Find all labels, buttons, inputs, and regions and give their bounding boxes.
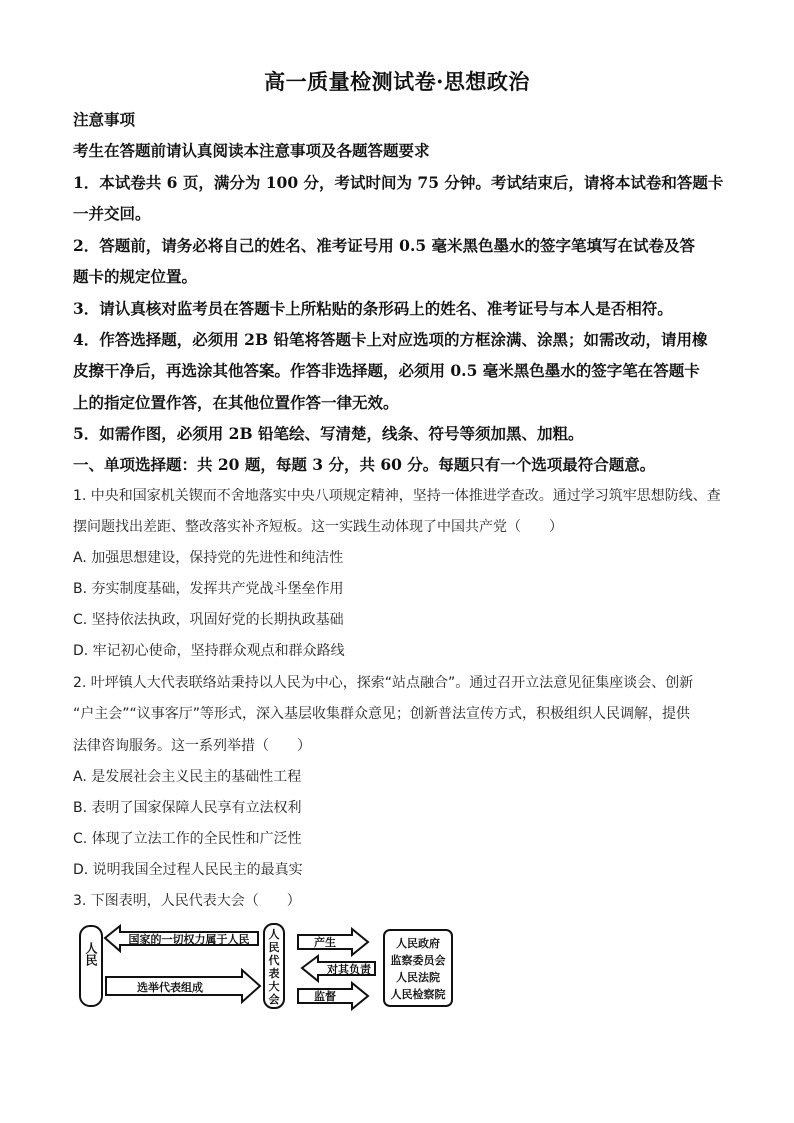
congress-char: 大 — [268, 980, 280, 993]
notice-line: 上的指定位置作答，在其他位置作答一律无效。 — [73, 393, 399, 412]
notice-intro: 考生在答题前请认真阅读本注意事项及各题答题要求 — [73, 141, 430, 160]
answer-option: B. 夯实制度基础，发挥共产党战斗堡垒作用 — [73, 581, 344, 597]
notice-line: 2．答题前，请务必将自己的姓名、准考证号用 0.5 毫米黑色墨水的签字笔填写在试卷及答 — [73, 236, 696, 255]
question-stem: “户主会”“议事客厅”等形式，深入基层收集群众意见；创新普法宣传方式，积极组织人民调解，提供 — [73, 706, 691, 722]
organ-label: 监察委员会 — [390, 954, 446, 967]
answer-option: D. 说明我国全过程人民民主的最真实 — [73, 862, 303, 878]
produce-label: 产生 — [314, 936, 336, 949]
notice-heading: 注意事项 — [73, 110, 136, 129]
answer-option: D. 牢记初心使命，坚持群众观点和群众路线 — [73, 643, 345, 659]
page-title: 高一质量检测试卷·思想政治 — [264, 69, 530, 94]
congress-char: 代 — [268, 954, 280, 967]
answer-option: C. 坚持依法执政，巩固好党的长期执政基础 — [73, 612, 344, 628]
organ-label: 人民检察院 — [390, 988, 446, 1001]
congress-char: 表 — [268, 967, 280, 980]
answer-option: A. 加强思想建设，保持党的先进性和纯洁性 — [73, 550, 344, 566]
section-heading: 一、单项选择题：共 20 题，每题 3 分，共 60 分。每题只有一个选项最符合题意。 — [73, 455, 656, 474]
notice-line: 一并交回。 — [73, 204, 151, 223]
question-stem: 摆问题找出差距、整改落实补齐短板。这一实践生动体现了中国共产党（ ） — [73, 519, 563, 535]
question-stem: 1. 中央和国家机关锲而不舍地落实中央八项规定精神，坚持一体推进学查改。通过学习筑牢思想防线、查 — [73, 488, 721, 504]
notice-line: 1．本试卷共 6 页，满分为 100 分，考试时间为 75 分钟。考试结束后，请将本试卷和答题卡 — [73, 173, 724, 192]
responsible-label: 对其负责 — [327, 963, 371, 976]
question-stem: 3. 下图表明，人民代表大会（ ） — [73, 893, 301, 909]
congress-diagram — [70, 920, 470, 1020]
supervise-label: 监督 — [314, 990, 336, 1003]
notice-line: 3．请认真核对监考员在答题卡上所粘贴的条形码上的姓名、准考证号与本人是否相符。 — [73, 299, 673, 318]
congress-char: 民 — [268, 941, 280, 954]
organ-label: 人民法院 — [396, 971, 440, 984]
congress-char: 人 — [268, 928, 280, 941]
arrow-bottom-label: 选举代表组成 — [137, 981, 203, 994]
organ-label: 人民政府 — [396, 937, 440, 950]
congress-char: 会 — [268, 993, 280, 1006]
notice-line: 题卡的规定位置。 — [73, 267, 198, 286]
notice-line: 5．如需作图，必须用 2B 铅笔绘、写清楚，线条、符号等须加黑、加粗。 — [73, 424, 584, 443]
question-stem: 法律咨询服务。这一系列举措（ ） — [73, 738, 311, 754]
question-stem: 2. 叶坪镇人大代表联络站秉持以人民为中心，探索“站点融合”。通过召开立法意见征集座谈会、创新 — [73, 675, 694, 691]
arrow-top-label: 国家的一切权力属于人民 — [128, 933, 250, 946]
answer-option: C. 体现了立法工作的全民性和广泛性 — [73, 831, 302, 847]
notice-line: 皮擦干净后，再选涂其他答案。作答非选择题，必须用 0.5 毫米黑色墨水的签字笔在答题卡 — [73, 361, 700, 380]
answer-option: B. 表明了国家保障人民享有立法权利 — [73, 800, 302, 816]
answer-option: A. 是发展社会主义民主的基础性工程 — [73, 769, 302, 785]
people-box — [80, 926, 102, 1006]
notice-line: 4．作答选择题，必须用 2B 铅笔将答题卡上对应选项的方框涂满、涂黑；如需改动，请用橡 — [73, 330, 708, 349]
people-label: 人民 — [84, 942, 98, 966]
